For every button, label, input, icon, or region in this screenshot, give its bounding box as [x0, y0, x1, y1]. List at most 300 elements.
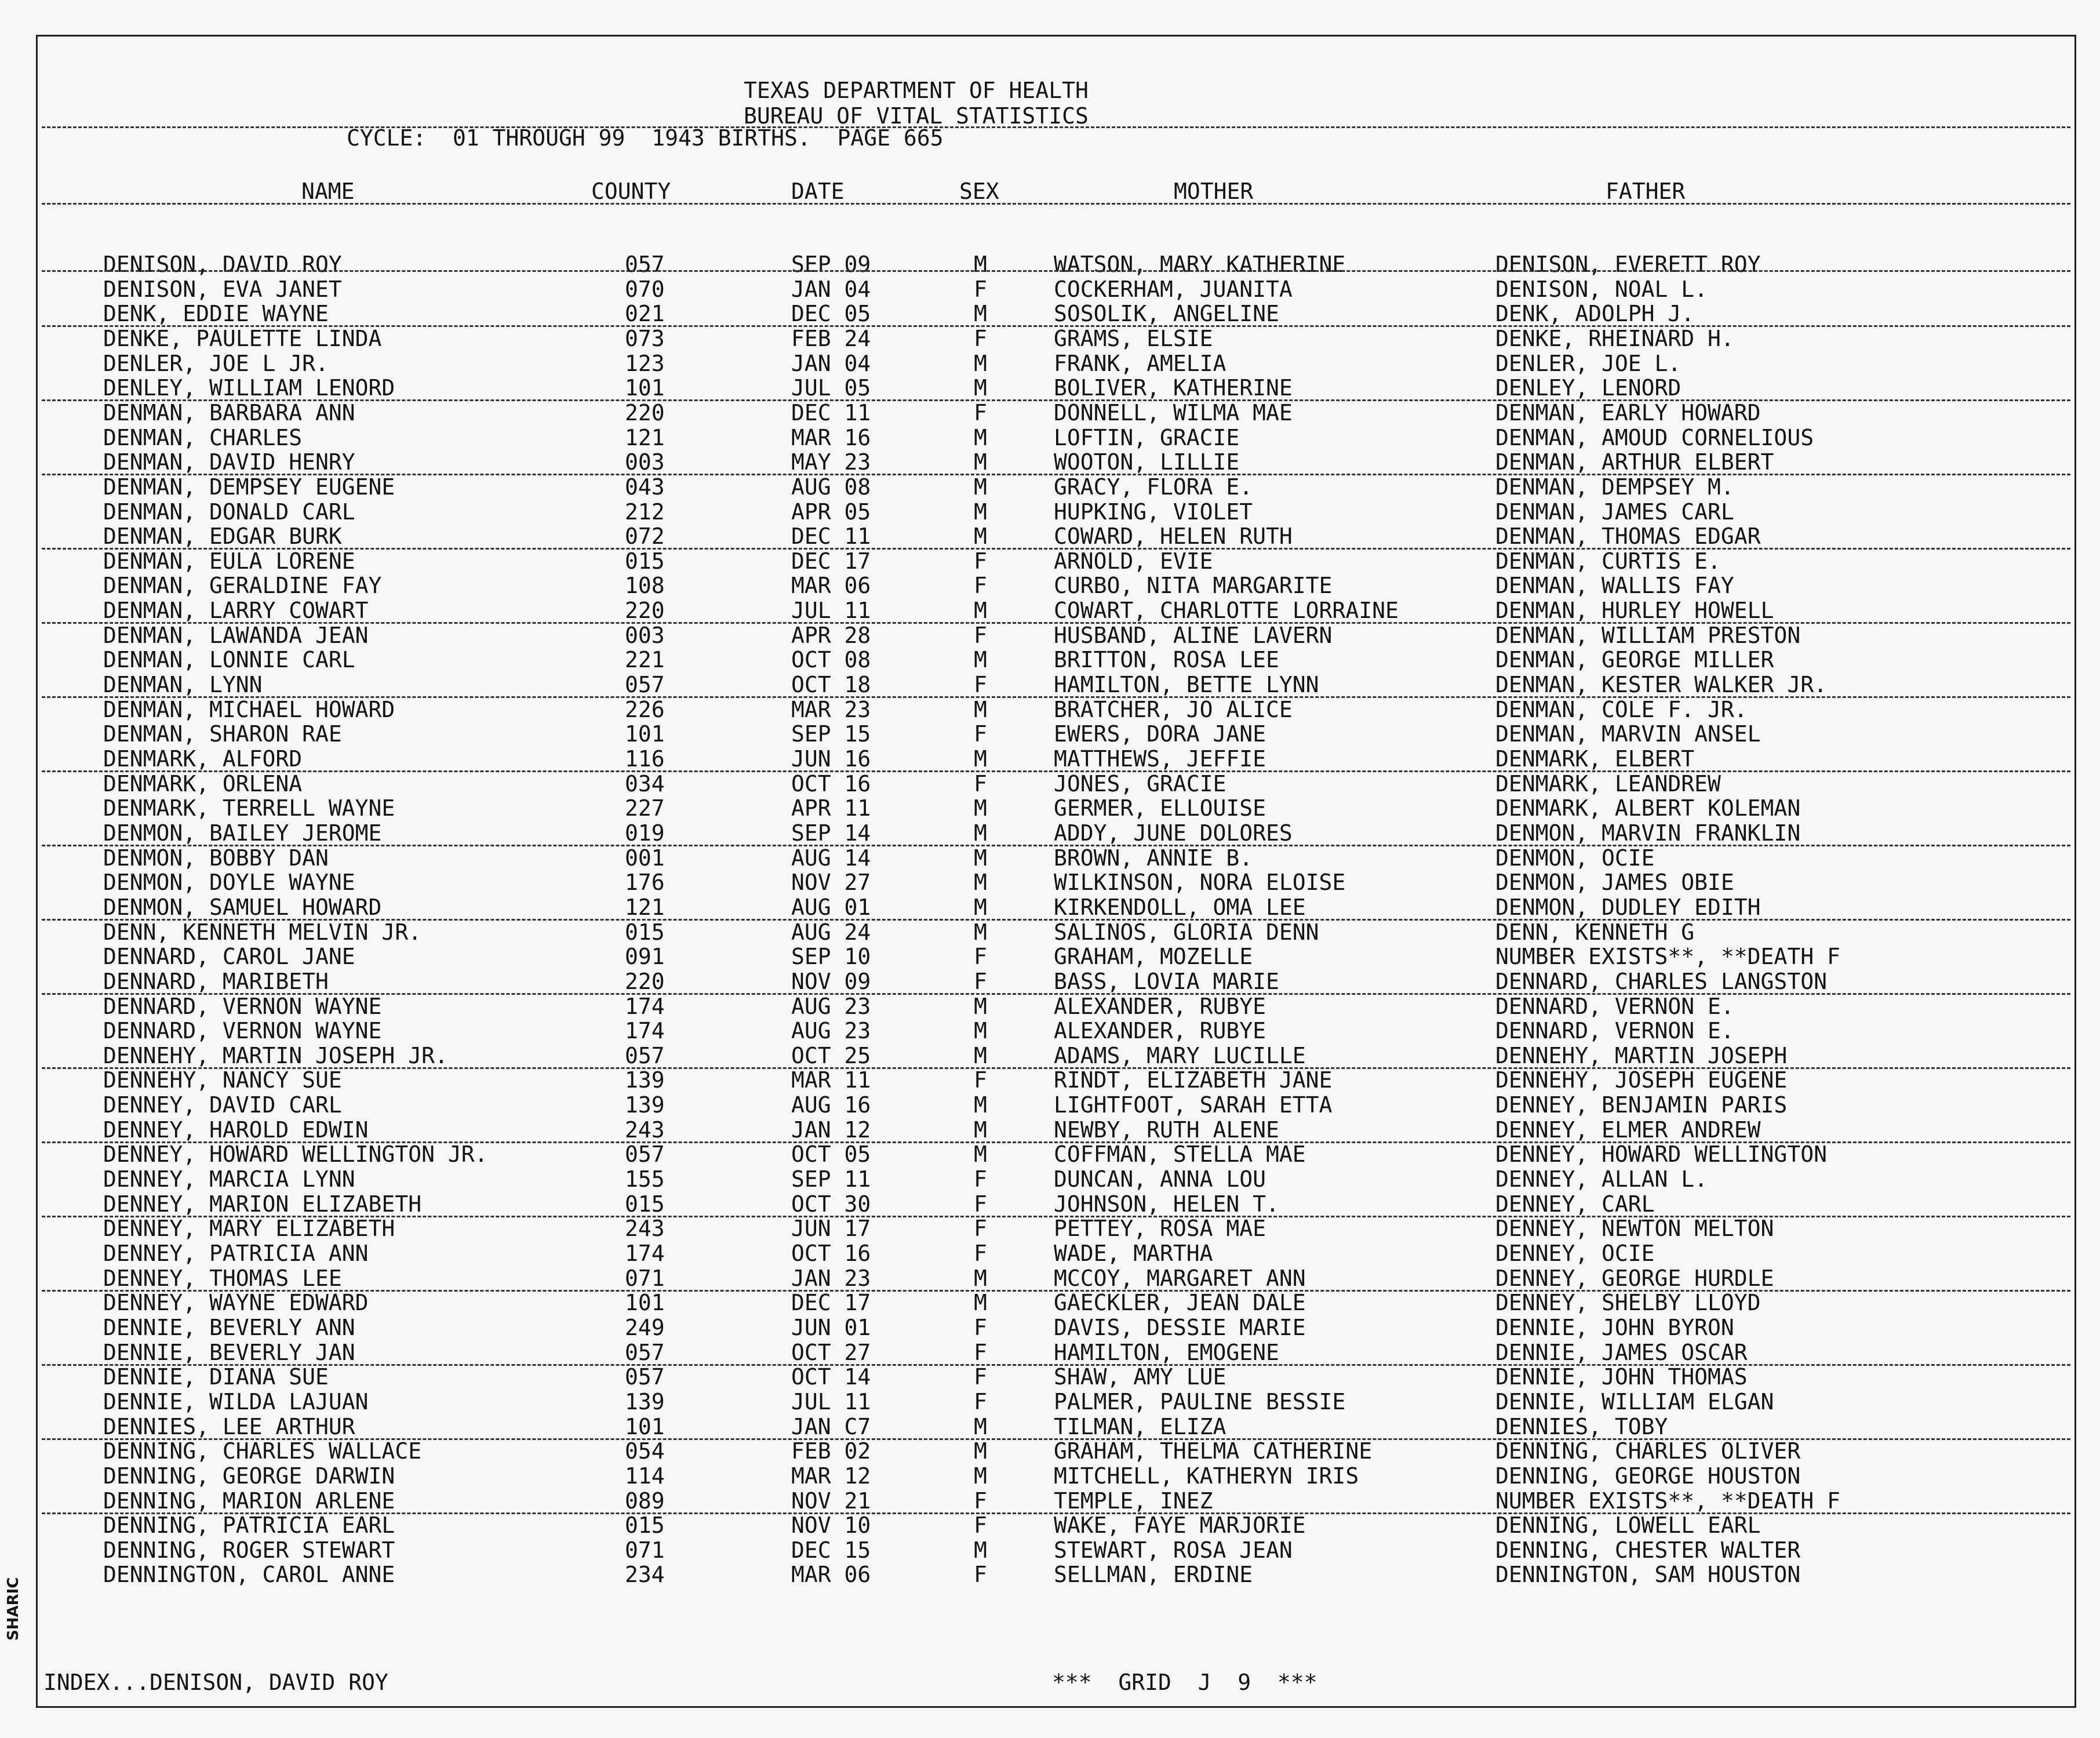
cell-mother: BRITTON, ROSA LEE [1054, 647, 1279, 673]
table-row [0, 1291, 2100, 1315]
cell-date: MAR 11 [791, 1067, 871, 1093]
cell-father: DENMAN, COLE F. JR. [1495, 696, 1748, 722]
cell-date: JAN 04 [791, 350, 871, 376]
cell-father: DENMON, OCIE [1495, 845, 1655, 871]
cell-father: DENN, KENNETH G [1495, 919, 1695, 945]
cell-name: DENMAN, SHARON RAE [103, 721, 342, 747]
table-row [0, 896, 2100, 920]
cell-mother: EWERS, DORA JANE [1054, 721, 1266, 747]
cell-sex: F [974, 1166, 987, 1192]
cell-father: DENNEY, ALLAN L. [1495, 1166, 1708, 1192]
cell-father: DENNING, CHESTER WALTER [1495, 1537, 1801, 1563]
cell-county: 057 [625, 252, 665, 277]
cell-name: DENNEY, HAROLD EDWIN [103, 1117, 369, 1143]
cell-date: FEB 24 [791, 325, 871, 351]
cell-name: DENMAN, LARRY COWART [103, 598, 369, 624]
cell-sex: F [974, 1339, 987, 1365]
table-row [0, 722, 2100, 747]
table-row [0, 1563, 2100, 1587]
cell-sex: F [974, 1388, 987, 1415]
cell-father: DENNEHY, MARTIN JOSEPH [1495, 1042, 1788, 1068]
cell-county: 174 [625, 1018, 665, 1044]
cell-sex: M [974, 523, 987, 550]
cell-name: DENNING, CHARLES WALLACE [103, 1438, 422, 1464]
cell-county: 003 [625, 622, 665, 648]
cell-sex: M [974, 820, 987, 846]
cell-father: DENMAN, KESTER WALKER JR. [1495, 672, 1827, 698]
cell-name: DENMARK, TERRELL WAYNE [103, 795, 395, 821]
side-label: SHARIC [5, 1577, 22, 1641]
cell-name: DENNEY, THOMAS LEE [103, 1265, 342, 1291]
cell-mother: HUSBAND, ALINE LAVERN [1054, 622, 1333, 648]
cell-mother: BASS, LOVIA MARIE [1054, 968, 1279, 994]
table-row [0, 1019, 2100, 1043]
cell-date: MAR 06 [791, 573, 871, 599]
cell-date: NOV 27 [791, 870, 871, 896]
table-row [0, 624, 2100, 648]
cell-date: SEP 15 [791, 721, 871, 747]
cell-father: DENMAN, ARTHUR ELBERT [1495, 449, 1774, 475]
cell-county: 101 [625, 375, 665, 401]
cell-name: DENMON, BOBBY DAN [103, 845, 329, 871]
cell-name: DENMAN, LONNIE CARL [103, 647, 355, 673]
cell-county: 227 [625, 795, 665, 821]
table-row [0, 747, 2100, 772]
cell-mother: MITCHELL, KATHERYN IRIS [1054, 1463, 1359, 1489]
cell-name: DENNARD, CAROL JANE [103, 944, 355, 970]
table-row [0, 1118, 2100, 1143]
cell-date: NOV 09 [791, 968, 871, 994]
cell-father: DENNIE, WILLIAM ELGAN [1495, 1388, 1774, 1415]
cell-name: DENMAN, GERALDINE FAY [103, 573, 382, 599]
table-row [0, 1316, 2100, 1340]
header-cycle: CYCLE: 01 THROUGH 99 1943 BIRTHS. PAGE 665 [347, 125, 944, 151]
cell-father: DENMON, DUDLEY EDITH [1495, 894, 1761, 920]
cell-date: DEC 11 [791, 399, 871, 426]
cell-date: JUL 11 [791, 1388, 871, 1415]
cell-date: OCT 16 [791, 770, 871, 797]
cell-father: DENMAN, GEORGE MILLER [1495, 647, 1774, 673]
cell-mother: LOFTIN, GRACIE [1054, 424, 1240, 450]
cell-county: 021 [625, 301, 665, 327]
cell-name: DENNING, PATRICIA EARL [103, 1512, 395, 1539]
cell-sex: M [974, 647, 987, 673]
cell-father: DENISON, EVERETT ROY [1495, 252, 1761, 277]
col-header-sex: SEX [959, 179, 999, 204]
cell-date: APR 28 [791, 622, 871, 648]
cell-name: DENMON, BAILEY JEROME [103, 820, 382, 846]
cell-date: MAR 16 [791, 424, 871, 450]
cell-county: 121 [625, 424, 665, 450]
cell-date: AUG 14 [791, 845, 871, 871]
table-row [0, 1365, 2100, 1390]
cell-mother: FRANK, AMELIA [1054, 350, 1226, 376]
table-row [0, 500, 2100, 525]
cell-father: DENNEY, OCIE [1495, 1241, 1655, 1266]
cell-father: DENLEY, LENORD [1495, 375, 1682, 401]
cell-county: 220 [625, 598, 665, 624]
cell-name: DENLER, JOE L JR. [103, 350, 329, 376]
cell-date: JAN 23 [791, 1265, 871, 1291]
cell-sex: M [974, 1018, 987, 1044]
cell-sex: F [974, 1241, 987, 1266]
cell-mother: ADDY, JUNE DOLORES [1054, 820, 1293, 846]
cell-date: OCT 27 [791, 1339, 871, 1365]
cell-mother: HAMILTON, BETTE LYNN [1054, 672, 1319, 698]
cell-father: DENNEY, NEWTON MELTON [1495, 1216, 1774, 1242]
cell-county: 003 [625, 449, 665, 475]
cell-date: JAN C7 [791, 1413, 871, 1439]
cell-name: DENMAN, DAVID HENRY [103, 449, 355, 475]
cell-county: 221 [625, 647, 665, 673]
cell-mother: JONES, GRACIE [1054, 770, 1226, 797]
cell-father: DENISON, NOAL L. [1495, 276, 1708, 302]
cell-name: DENMAN, BARBARA ANN [103, 399, 355, 426]
cell-county: 101 [625, 1413, 665, 1439]
cell-mother: WADE, MARTHA [1054, 1241, 1213, 1266]
cell-father: DENNARD, VERNON E. [1495, 1018, 1734, 1044]
cell-sex: F [974, 721, 987, 747]
cell-county: 174 [625, 993, 665, 1019]
cell-mother: ALEXANDER, RUBYE [1054, 993, 1266, 1019]
cell-mother: SOSOLIK, ANGELINE [1054, 301, 1279, 327]
cell-father: DENNIE, JOHN THOMAS [1495, 1364, 1748, 1390]
cell-father: DENNARD, CHARLES LANGSTON [1495, 968, 1827, 994]
cell-father: DENK, ADOLPH J. [1495, 301, 1695, 327]
col-header-mother: MOTHER [1174, 179, 1254, 204]
cell-county: 174 [625, 1241, 665, 1266]
cell-date: SEP 14 [791, 820, 871, 846]
cell-county: 243 [625, 1117, 665, 1143]
cell-county: 073 [625, 325, 665, 351]
cell-mother: SELLMAN, ERDINE [1054, 1562, 1253, 1588]
cell-name: DENISON, EVA JANET [103, 276, 342, 302]
cell-father: DENMAN, WILLIAM PRESTON [1495, 622, 1801, 648]
cell-mother: RINDT, ELIZABETH JANE [1054, 1067, 1333, 1093]
cell-date: OCT 25 [791, 1042, 871, 1068]
cell-county: 057 [625, 672, 665, 698]
cell-sex: M [974, 1290, 987, 1316]
cell-father: DENMARK, ELBERT [1495, 746, 1695, 772]
cell-father: DENMAN, AMOUD CORNELIOUS [1495, 424, 1814, 450]
cell-date: JUL 05 [791, 375, 871, 401]
cell-name: DENNEY, MARY ELIZABETH [103, 1216, 395, 1242]
cell-name: DENNEY, WAYNE EDWARD [103, 1290, 369, 1316]
cell-date: JAN 04 [791, 276, 871, 302]
cell-sex: F [974, 672, 987, 698]
cell-father: DENNIE, JOHN BYRON [1495, 1314, 1734, 1340]
cell-father: DENMAN, EARLY HOWARD [1495, 399, 1761, 426]
table-row [0, 599, 2100, 623]
cell-name: DENNEHY, MARTIN JOSEPH JR. [103, 1042, 448, 1068]
cell-father: DENKE, RHEINARD H. [1495, 325, 1734, 351]
cell-father: DENNIE, JAMES OSCAR [1495, 1339, 1748, 1365]
cell-father: DENNING, LOWELL EARL [1495, 1512, 1761, 1539]
footer-index: INDEX...DENISON, DAVID ROY [43, 1670, 388, 1695]
table-row [0, 1093, 2100, 1118]
cell-father: DENMAN, DEMPSEY M. [1495, 474, 1734, 500]
cell-date: OCT 18 [791, 672, 871, 698]
cell-mother: GRACY, FLORA E. [1054, 474, 1253, 500]
cell-name: DENMAN, LYNN [103, 672, 263, 698]
cell-date: AUG 08 [791, 474, 871, 500]
cell-mother: WILKINSON, NORA ELOISE [1054, 870, 1346, 896]
cell-county: 139 [625, 1067, 665, 1093]
table-row [0, 278, 2100, 302]
cell-sex: M [974, 375, 987, 401]
table-row [0, 253, 2100, 277]
row-divider [42, 270, 2070, 272]
cell-father: DENNEHY, JOSEPH EUGENE [1495, 1067, 1788, 1093]
cell-county: 220 [625, 399, 665, 426]
table-row [0, 1415, 2100, 1439]
cell-date: DEC 15 [791, 1537, 871, 1563]
cell-sex: F [974, 1488, 987, 1514]
cell-name: DENNIE, BEVERLY JAN [103, 1339, 355, 1365]
cell-sex: M [974, 598, 987, 624]
cell-sex: F [974, 573, 987, 599]
table-row [0, 970, 2100, 994]
cell-name: DENMON, DOYLE WAYNE [103, 870, 355, 896]
cell-county: 108 [625, 573, 665, 599]
cell-date: AUG 23 [791, 993, 871, 1019]
cell-name: DENMARK, ALFORD [103, 746, 303, 772]
cell-mother: GRAHAM, MOZELLE [1054, 944, 1253, 970]
cell-county: 034 [625, 770, 665, 797]
cell-sex: M [974, 1463, 987, 1489]
cell-mother: WOOTON, LILLIE [1054, 449, 1240, 475]
cell-name: DENK, EDDIE WAYNE [103, 301, 329, 327]
cell-name: DENMAN, DEMPSEY EUGENE [103, 474, 395, 500]
cell-father: DENNING, GEORGE HOUSTON [1495, 1463, 1801, 1489]
table-row [0, 352, 2100, 376]
table-row [0, 945, 2100, 969]
cell-mother: ARNOLD, EVIE [1054, 548, 1213, 574]
header-bureau: BUREAU OF VITAL STATISTICS [744, 103, 1089, 129]
cell-county: 054 [625, 1438, 665, 1464]
cell-sex: M [974, 1141, 987, 1168]
cell-name: DENISON, DAVID ROY [103, 252, 342, 277]
cell-date: OCT 16 [791, 1241, 871, 1266]
cell-mother: WAKE, FAYE MARJORIE [1054, 1512, 1306, 1539]
cell-name: DENN, KENNETH MELVIN JR. [103, 919, 422, 945]
cell-date: APR 05 [791, 499, 871, 525]
cell-date: NOV 21 [791, 1488, 871, 1514]
cell-sex: M [974, 919, 987, 945]
cell-sex: M [974, 1438, 987, 1464]
cell-mother: COWART, CHARLOTTE LORRAINE [1054, 598, 1399, 624]
cell-sex: F [974, 770, 987, 797]
cell-mother: LIGHTFOOT, SARAH ETTA [1054, 1092, 1333, 1118]
table-row [0, 1489, 2100, 1514]
cell-county: 139 [625, 1388, 665, 1415]
cell-sex: M [974, 350, 987, 376]
table-row [0, 1390, 2100, 1415]
table-row [0, 401, 2100, 426]
cell-sex: F [974, 1314, 987, 1340]
cell-mother: COWARD, HELEN RUTH [1054, 523, 1293, 550]
cell-mother: SALINOS, GLORIA DENN [1054, 919, 1319, 945]
cell-father: DENNINGTON, SAM HOUSTON [1495, 1562, 1801, 1588]
cell-name: DENMAN, LAWANDA JEAN [103, 622, 369, 648]
cell-father: DENLER, JOE L. [1495, 350, 1682, 376]
cell-mother: STEWART, ROSA JEAN [1054, 1537, 1293, 1563]
table-row [0, 550, 2100, 574]
cell-county: 116 [625, 746, 665, 772]
cell-father: DENMON, MARVIN FRANKLIN [1495, 820, 1801, 846]
table-row [0, 1464, 2100, 1489]
table-row [0, 648, 2100, 672]
cell-father: DENNEY, ELMER ANDREW [1495, 1117, 1761, 1143]
cell-county: 071 [625, 1265, 665, 1291]
cell-sex: M [974, 1413, 987, 1439]
cell-father: DENNEY, BENJAMIN PARIS [1495, 1092, 1788, 1118]
cell-mother: DUNCAN, ANNA LOU [1054, 1166, 1266, 1192]
cell-father: DENNARD, VERNON E. [1495, 993, 1734, 1019]
cell-date: JUN 17 [791, 1216, 871, 1242]
table-row [0, 1514, 2100, 1538]
table-row [0, 376, 2100, 401]
cell-mother: TILMAN, ELIZA [1054, 1413, 1226, 1439]
cell-mother: BOLIVER, KATHERINE [1054, 375, 1293, 401]
cell-mother: COCKERHAM, JUANITA [1054, 276, 1293, 302]
cell-date: OCT 08 [791, 647, 871, 673]
cell-county: 057 [625, 1364, 665, 1390]
cell-name: DENNING, ROGER STEWART [103, 1537, 395, 1563]
table-row [0, 797, 2100, 821]
cell-name: DENNEY, MARCIA LYNN [103, 1166, 355, 1192]
cell-sex: M [974, 795, 987, 821]
cell-sex: F [974, 1067, 987, 1093]
cell-county: 057 [625, 1339, 665, 1365]
cell-sex: M [974, 894, 987, 920]
cell-father: DENMAN, CURTIS E. [1495, 548, 1721, 574]
cell-sex: F [974, 1364, 987, 1390]
cell-father: DENNEY, SHELBY LLOYD [1495, 1290, 1761, 1316]
cell-mother: ADAMS, MARY LUCILLE [1054, 1042, 1306, 1068]
cell-county: 176 [625, 870, 665, 896]
table-row [0, 846, 2100, 871]
table-row [0, 426, 2100, 450]
cell-mother: BRATCHER, JO ALICE [1054, 696, 1293, 722]
table-row [0, 1539, 2100, 1563]
cell-father: DENMAN, HURLEY HOWELL [1495, 598, 1774, 624]
cell-date: AUG 24 [791, 919, 871, 945]
cell-date: AUG 01 [791, 894, 871, 920]
cell-county: 226 [625, 696, 665, 722]
table-row [0, 450, 2100, 475]
cell-sex: F [974, 944, 987, 970]
cell-county: 114 [625, 1463, 665, 1489]
footer-grid: *** GRID J 9 *** [1052, 1670, 1317, 1695]
cell-mother: PETTEY, ROSA MAE [1054, 1216, 1266, 1242]
cell-sex: F [974, 622, 987, 648]
table-row [0, 698, 2100, 722]
cell-date: OCT 05 [791, 1141, 871, 1168]
cell-sex: M [974, 1092, 987, 1118]
table-row [0, 1044, 2100, 1068]
cell-father: DENMAN, THOMAS EDGAR [1495, 523, 1761, 550]
cell-father: DENNEY, HOWARD WELLINGTON [1495, 1141, 1827, 1168]
table-row [0, 1143, 2100, 1167]
cell-date: DEC 17 [791, 1290, 871, 1316]
table-row [0, 1439, 2100, 1464]
cell-date: MAY 23 [791, 449, 871, 475]
cell-name: DENNIE, BEVERLY ANN [103, 1314, 355, 1340]
cell-county: 123 [625, 350, 665, 376]
col-header-father: FATHER [1606, 179, 1686, 204]
col-header-date: DATE [791, 179, 845, 204]
cell-name: DENNEY, HOWARD WELLINGTON JR. [103, 1141, 488, 1168]
cell-date: AUG 16 [791, 1092, 871, 1118]
cell-county: 155 [625, 1166, 665, 1192]
table-row [0, 871, 2100, 895]
cell-mother: WATSON, MARY KATHERINE [1054, 252, 1346, 277]
cell-name: DENMARK, ORLENA [103, 770, 303, 797]
cell-mother: GAECKLER, JEAN DALE [1054, 1290, 1306, 1316]
cell-sex: M [974, 845, 987, 871]
table-row [0, 327, 2100, 351]
cell-mother: CURBO, NITA MARGARITE [1054, 573, 1333, 599]
cell-sex: M [974, 252, 987, 277]
cell-county: 001 [625, 845, 665, 871]
cell-sex: F [974, 1512, 987, 1539]
table-row [0, 574, 2100, 598]
cell-father: DENNEY, CARL [1495, 1191, 1655, 1217]
cell-mother: MCCOY, MARGARET ANN [1054, 1265, 1306, 1291]
cell-county: 212 [625, 499, 665, 525]
cell-father: DENNEY, GEORGE HURDLE [1495, 1265, 1774, 1291]
table-row [0, 1168, 2100, 1192]
cell-sex: F [974, 1562, 987, 1588]
cell-county: 243 [625, 1216, 665, 1242]
cell-date: SEP 11 [791, 1166, 871, 1192]
cell-date: NOV 10 [791, 1512, 871, 1539]
cell-sex: M [974, 424, 987, 450]
cell-name: DENNINGTON, CAROL ANNE [103, 1562, 395, 1588]
table-row [0, 1192, 2100, 1217]
cell-county: 089 [625, 1488, 665, 1514]
cell-father: DENMAN, WALLIS FAY [1495, 573, 1734, 599]
cell-mother: TEMPLE, INEZ [1054, 1488, 1213, 1514]
cell-county: 019 [625, 820, 665, 846]
cell-date: OCT 30 [791, 1191, 871, 1217]
cell-date: JUN 16 [791, 746, 871, 772]
table-row [0, 475, 2100, 500]
table-row [0, 1267, 2100, 1291]
cell-father: DENMON, JAMES OBIE [1495, 870, 1734, 896]
cell-sex: M [974, 499, 987, 525]
cell-sex: M [974, 993, 987, 1019]
cell-name: DENNEY, PATRICIA ANN [103, 1241, 369, 1266]
cell-name: DENNARD, MARIBETH [103, 968, 329, 994]
cell-name: DENNEY, MARION ELIZABETH [103, 1191, 422, 1217]
table-row [0, 1341, 2100, 1365]
cell-sex: M [974, 870, 987, 896]
cell-county: 015 [625, 919, 665, 945]
cell-mother: GERMER, ELLOUISE [1054, 795, 1266, 821]
cell-county: 072 [625, 523, 665, 550]
cell-mother: GRAMS, ELSIE [1054, 325, 1213, 351]
cell-county: 234 [625, 1562, 665, 1588]
cell-sex: F [974, 548, 987, 574]
table-row [0, 673, 2100, 697]
cell-county: 043 [625, 474, 665, 500]
cell-sex: M [974, 474, 987, 500]
cell-county: 121 [625, 894, 665, 920]
cell-sex: F [974, 1216, 987, 1242]
cell-sex: M [974, 449, 987, 475]
